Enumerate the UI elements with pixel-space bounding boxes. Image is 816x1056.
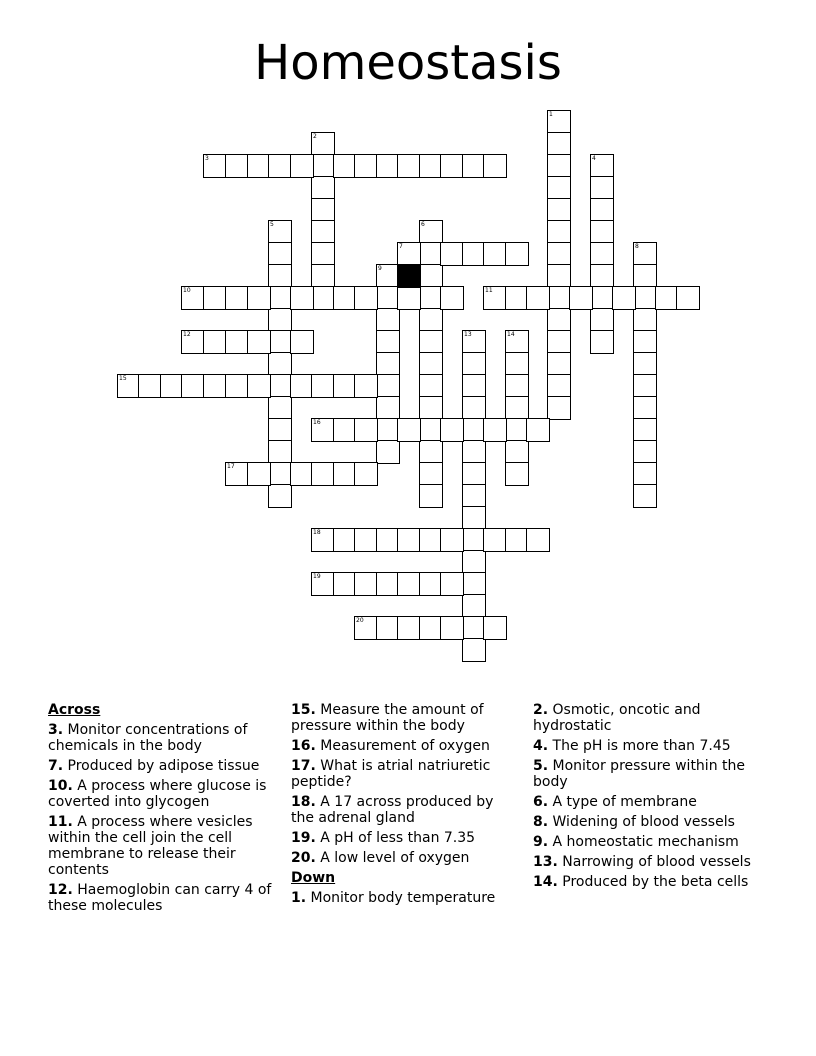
clue-number: 15 bbox=[119, 375, 127, 382]
grid-cell[interactable] bbox=[419, 374, 443, 398]
clue-down-2: 2. Osmotic, oncotic and hydrostatic bbox=[533, 702, 701, 734]
grid-cell[interactable] bbox=[376, 154, 400, 178]
grid-cell[interactable] bbox=[505, 396, 529, 420]
grid-cell[interactable] bbox=[268, 242, 292, 266]
grid-cell[interactable] bbox=[547, 330, 571, 354]
grid-cell[interactable] bbox=[633, 286, 657, 310]
grid-cell[interactable] bbox=[376, 374, 400, 398]
grid-cell[interactable] bbox=[160, 374, 184, 398]
page-title: Homeostasis bbox=[254, 35, 562, 91]
grid-cell[interactable] bbox=[376, 528, 400, 552]
grid-cell[interactable] bbox=[505, 418, 529, 442]
grid-cell[interactable] bbox=[633, 440, 657, 464]
grid-cell[interactable] bbox=[483, 418, 507, 442]
grid-cell[interactable] bbox=[397, 616, 421, 640]
grid-cell[interactable] bbox=[440, 572, 464, 596]
grid-cell[interactable] bbox=[397, 418, 421, 442]
clue-across-3: 3. Monitor concentrations of chemicals in the body bbox=[48, 722, 248, 754]
grid-cell[interactable] bbox=[311, 418, 335, 442]
grid-cell[interactable] bbox=[397, 286, 421, 310]
grid-cell[interactable] bbox=[311, 154, 335, 178]
grid-cell[interactable] bbox=[397, 242, 421, 266]
grid-cell[interactable] bbox=[333, 572, 357, 596]
grid-cell[interactable] bbox=[311, 176, 335, 200]
grid-cell[interactable] bbox=[440, 528, 464, 552]
grid-cell[interactable] bbox=[268, 308, 292, 332]
grid-cell[interactable] bbox=[590, 286, 614, 310]
grid-cell[interactable] bbox=[547, 110, 571, 134]
clue-number: 14 bbox=[507, 331, 515, 338]
grid-cell[interactable] bbox=[333, 286, 357, 310]
grid-cell[interactable] bbox=[633, 374, 657, 398]
grid-cell[interactable] bbox=[117, 374, 141, 398]
down-heading: Down bbox=[291, 870, 336, 886]
grid-cell[interactable] bbox=[290, 374, 314, 398]
grid-cell[interactable] bbox=[397, 528, 421, 552]
grid-cell[interactable] bbox=[333, 528, 357, 552]
grid-cell[interactable] bbox=[376, 396, 400, 420]
clue-number: 7 bbox=[399, 243, 403, 250]
grid-cell[interactable] bbox=[311, 132, 335, 156]
grid-cell[interactable] bbox=[547, 286, 571, 310]
clue-number: 17 bbox=[227, 463, 235, 470]
grid-cell[interactable] bbox=[311, 528, 335, 552]
grid-cell[interactable] bbox=[268, 220, 292, 244]
grid-cell[interactable] bbox=[590, 154, 614, 178]
grid-cell[interactable] bbox=[247, 374, 271, 398]
grid-cell[interactable] bbox=[633, 330, 657, 354]
grid-cell[interactable] bbox=[268, 396, 292, 420]
grid-cell[interactable] bbox=[526, 418, 550, 442]
grid-cell[interactable] bbox=[354, 154, 378, 178]
grid-cell[interactable] bbox=[462, 374, 486, 398]
grid-cell[interactable] bbox=[225, 462, 249, 486]
grid-cell[interactable] bbox=[376, 418, 400, 442]
grid-cell[interactable] bbox=[547, 132, 571, 156]
clue-across-11: 11. A process where vesicles within the cell join the cell membrane to release their contents bbox=[48, 814, 253, 878]
grid-cell[interactable] bbox=[290, 286, 314, 310]
clue-number: 12 bbox=[183, 331, 191, 338]
grid-cell[interactable] bbox=[655, 286, 679, 310]
grid-cell[interactable] bbox=[633, 264, 657, 288]
grid-cell[interactable] bbox=[547, 154, 571, 178]
grid-cell[interactable] bbox=[376, 264, 400, 288]
grid-cell[interactable] bbox=[440, 616, 464, 640]
grid-cell[interactable] bbox=[203, 330, 227, 354]
grid-cell[interactable] bbox=[633, 308, 657, 332]
grid-cell[interactable] bbox=[268, 484, 292, 508]
grid-cell[interactable] bbox=[462, 330, 486, 354]
grid-cell[interactable] bbox=[354, 286, 378, 310]
grid-cell[interactable] bbox=[547, 308, 571, 332]
grid-cell[interactable] bbox=[247, 330, 271, 354]
grid-cell[interactable] bbox=[419, 462, 443, 486]
grid-cell[interactable] bbox=[612, 286, 636, 310]
clue-across-16: 16. Measurement of oxygen bbox=[291, 738, 490, 754]
grid-cell[interactable] bbox=[419, 220, 443, 244]
grid-cell[interactable] bbox=[268, 352, 292, 376]
grid-cell[interactable] bbox=[333, 154, 357, 178]
grid-cell[interactable] bbox=[225, 154, 249, 178]
clue-across-17: 17. What is atrial natriuretic peptide? bbox=[291, 758, 491, 790]
grid-cell[interactable] bbox=[547, 352, 571, 376]
grid-cell[interactable] bbox=[311, 264, 335, 288]
grid-cell[interactable] bbox=[547, 198, 571, 222]
clue-across-15: 15. Measure the amount of pressure within the body bbox=[291, 702, 484, 734]
grid-cell[interactable] bbox=[462, 352, 486, 376]
grid-cell[interactable] bbox=[419, 330, 443, 354]
grid-cell[interactable] bbox=[376, 286, 400, 310]
clue-across-19: 19. A pH of less than 7.35 bbox=[291, 830, 476, 846]
grid-cell[interactable] bbox=[462, 572, 486, 596]
grid-cell[interactable] bbox=[590, 264, 614, 288]
grid-cell[interactable] bbox=[419, 242, 443, 266]
grid-cell[interactable] bbox=[419, 528, 443, 552]
grid-cell[interactable] bbox=[181, 330, 205, 354]
grid-cell[interactable] bbox=[290, 154, 314, 178]
grid-cell[interactable] bbox=[483, 616, 507, 640]
clue-number: 6 bbox=[421, 221, 425, 228]
clue-number: 8 bbox=[635, 243, 639, 250]
grid-cell[interactable] bbox=[203, 374, 227, 398]
grid-cell[interactable] bbox=[462, 506, 486, 530]
grid-cell[interactable] bbox=[633, 484, 657, 508]
grid-cell[interactable] bbox=[419, 352, 443, 376]
grid-cell[interactable] bbox=[547, 396, 571, 420]
grid-cell[interactable] bbox=[547, 242, 571, 266]
grid-cell[interactable] bbox=[268, 286, 292, 310]
grid-cell[interactable] bbox=[633, 418, 657, 442]
clue-down-8: 8. Widening of blood vessels bbox=[533, 814, 735, 830]
grid-cell[interactable] bbox=[633, 352, 657, 376]
grid-cell[interactable] bbox=[354, 572, 378, 596]
clue-number: 5 bbox=[270, 221, 274, 228]
grid-cell[interactable] bbox=[419, 616, 443, 640]
grid-cell[interactable] bbox=[419, 264, 443, 288]
clue-number: 16 bbox=[313, 419, 321, 426]
clue-across-10: 10. A process where glucose is coverted into glycogen bbox=[48, 778, 267, 810]
grid-cell[interactable] bbox=[268, 330, 292, 354]
grid-cell[interactable] bbox=[590, 220, 614, 244]
grid-cell[interactable] bbox=[483, 286, 507, 310]
grid-cell[interactable] bbox=[676, 286, 700, 310]
grid-cell[interactable] bbox=[419, 418, 443, 442]
grid-cell[interactable] bbox=[268, 418, 292, 442]
grid-cell[interactable] bbox=[462, 528, 486, 552]
clue-number: 4 bbox=[592, 155, 596, 162]
grid-cell[interactable] bbox=[505, 330, 529, 354]
grid-cell[interactable] bbox=[247, 286, 271, 310]
clue-number: 10 bbox=[183, 287, 191, 294]
grid-cell[interactable] bbox=[225, 330, 249, 354]
grid-cell[interactable] bbox=[569, 286, 593, 310]
grid-cell[interactable] bbox=[225, 374, 249, 398]
grid-cell[interactable] bbox=[419, 484, 443, 508]
grid-cell[interactable] bbox=[462, 396, 486, 420]
grid-cell[interactable] bbox=[590, 308, 614, 332]
grid-cell[interactable] bbox=[440, 286, 464, 310]
clue-down-1: 1. Monitor body temperature bbox=[291, 890, 496, 906]
grid-cell[interactable] bbox=[462, 616, 486, 640]
grid-cell[interactable] bbox=[333, 374, 357, 398]
grid-cell[interactable] bbox=[505, 528, 529, 552]
clue-down-9: 9. A homeostatic mechanism bbox=[533, 834, 739, 850]
grid-cell[interactable] bbox=[483, 242, 507, 266]
clue-column-1 bbox=[48, 702, 273, 918]
grid-cell[interactable] bbox=[483, 528, 507, 552]
grid-cell[interactable] bbox=[590, 198, 614, 222]
grid-cell[interactable] bbox=[354, 418, 378, 442]
clue-number: 3 bbox=[205, 155, 209, 162]
clue-across-20: 20. A low level of oxygen bbox=[291, 850, 470, 866]
grid-cell[interactable] bbox=[505, 440, 529, 464]
grid-cell[interactable] bbox=[440, 242, 464, 266]
grid-cell[interactable] bbox=[376, 308, 400, 332]
grid-cell[interactable] bbox=[354, 462, 378, 486]
grid-cell[interactable] bbox=[268, 440, 292, 464]
grid-cell[interactable] bbox=[268, 154, 292, 178]
clue-down-4: 4. The pH is more than 7.45 bbox=[533, 738, 731, 754]
grid-cell[interactable] bbox=[633, 242, 657, 266]
grid-cell[interactable] bbox=[268, 264, 292, 288]
grid-cell[interactable] bbox=[462, 462, 486, 486]
grid-cell[interactable] bbox=[505, 352, 529, 376]
grid-cell[interactable] bbox=[547, 176, 571, 200]
clue-across-7: 7. Produced by adipose tissue bbox=[48, 758, 260, 774]
grid-cell[interactable] bbox=[419, 154, 443, 178]
grid-cell[interactable] bbox=[397, 572, 421, 596]
grid-cell[interactable] bbox=[376, 440, 400, 464]
grid-cell[interactable] bbox=[290, 462, 314, 486]
grid-cell[interactable] bbox=[526, 286, 550, 310]
clue-number: 1 bbox=[549, 111, 553, 118]
clue-down-5: 5. Monitor pressure within the body bbox=[533, 758, 745, 790]
grid-cell[interactable] bbox=[505, 462, 529, 486]
grid-cell[interactable] bbox=[462, 594, 486, 618]
grid-cell[interactable] bbox=[225, 286, 249, 310]
clue-down-14: 14. Produced by the beta cells bbox=[533, 874, 749, 890]
grid-cell[interactable] bbox=[311, 286, 335, 310]
clue-column-3 bbox=[533, 702, 758, 894]
grid-cell[interactable] bbox=[547, 264, 571, 288]
grid-cell[interactable] bbox=[526, 528, 550, 552]
grid-cell[interactable] bbox=[354, 616, 378, 640]
clue-number: 18 bbox=[313, 529, 321, 536]
grid-cell[interactable] bbox=[462, 154, 486, 178]
grid-cell[interactable] bbox=[397, 154, 421, 178]
grid-cell[interactable] bbox=[333, 418, 357, 442]
grid-cell[interactable] bbox=[462, 638, 486, 662]
grid-cell[interactable] bbox=[181, 374, 205, 398]
clue-number: 9 bbox=[378, 265, 382, 272]
grid-cell[interactable] bbox=[547, 220, 571, 244]
clue-number: 11 bbox=[485, 287, 493, 294]
grid-cell[interactable] bbox=[462, 418, 486, 442]
grid-cell[interactable] bbox=[462, 484, 486, 508]
grid-cell[interactable] bbox=[354, 374, 378, 398]
grid-cell[interactable] bbox=[419, 286, 443, 310]
grid-cell[interactable] bbox=[290, 330, 314, 354]
grid-cell[interactable] bbox=[203, 154, 227, 178]
grid-cell[interactable] bbox=[419, 308, 443, 332]
grid-cell[interactable] bbox=[505, 374, 529, 398]
grid-cell[interactable] bbox=[247, 462, 271, 486]
clue-number: 13 bbox=[464, 331, 472, 338]
grid-cell[interactable] bbox=[633, 396, 657, 420]
grid-cell[interactable] bbox=[376, 616, 400, 640]
grid-cell[interactable] bbox=[247, 154, 271, 178]
grid-cell[interactable] bbox=[311, 572, 335, 596]
grid-cell[interactable] bbox=[268, 462, 292, 486]
grid-cell[interactable] bbox=[590, 330, 614, 354]
grid-cell[interactable] bbox=[440, 154, 464, 178]
grid-cell[interactable] bbox=[505, 286, 529, 310]
grid-cell[interactable] bbox=[419, 396, 443, 420]
grid-cell[interactable] bbox=[333, 462, 357, 486]
grid-cell[interactable] bbox=[440, 418, 464, 442]
clue-number: 20 bbox=[356, 617, 364, 624]
grid-cell[interactable] bbox=[376, 572, 400, 596]
grid-cell[interactable] bbox=[505, 242, 529, 266]
grid-cell[interactable] bbox=[462, 550, 486, 574]
clue-number: 19 bbox=[313, 573, 321, 580]
grid-cell[interactable] bbox=[268, 374, 292, 398]
grid-cell[interactable] bbox=[311, 198, 335, 222]
grid-cell[interactable] bbox=[376, 352, 400, 376]
grid-cell[interactable] bbox=[462, 242, 486, 266]
grid-cell[interactable] bbox=[311, 374, 335, 398]
grid-cell[interactable] bbox=[376, 330, 400, 354]
grid-cell[interactable] bbox=[419, 440, 443, 464]
grid-cell[interactable] bbox=[138, 374, 162, 398]
grid-cell[interactable] bbox=[633, 462, 657, 486]
across-heading: Across bbox=[48, 702, 101, 718]
grid-cell[interactable] bbox=[203, 286, 227, 310]
grid-cell[interactable] bbox=[590, 242, 614, 266]
grid-cell[interactable] bbox=[590, 176, 614, 200]
grid-cell[interactable] bbox=[462, 440, 486, 464]
clue-down-13: 13. Narrowing of blood vessels bbox=[533, 854, 751, 870]
grid-cell[interactable] bbox=[483, 154, 507, 178]
grid-cell[interactable] bbox=[311, 242, 335, 266]
grid-black-cell bbox=[397, 264, 421, 288]
grid-cell[interactable] bbox=[181, 286, 205, 310]
grid-cell[interactable] bbox=[354, 528, 378, 552]
clue-across-18: 18. A 17 across produced by the adrenal gland bbox=[291, 794, 494, 826]
grid-cell[interactable] bbox=[311, 462, 335, 486]
clue-column-2 bbox=[291, 702, 516, 910]
grid-cell[interactable] bbox=[547, 374, 571, 398]
grid-cell[interactable] bbox=[419, 572, 443, 596]
clue-number: 2 bbox=[313, 133, 317, 140]
clue-across-12: 12. Haemoglobin can carry 4 of these molecules bbox=[48, 882, 272, 914]
grid-cell[interactable] bbox=[311, 220, 335, 244]
clue-down-6: 6. A type of membrane bbox=[533, 794, 697, 810]
